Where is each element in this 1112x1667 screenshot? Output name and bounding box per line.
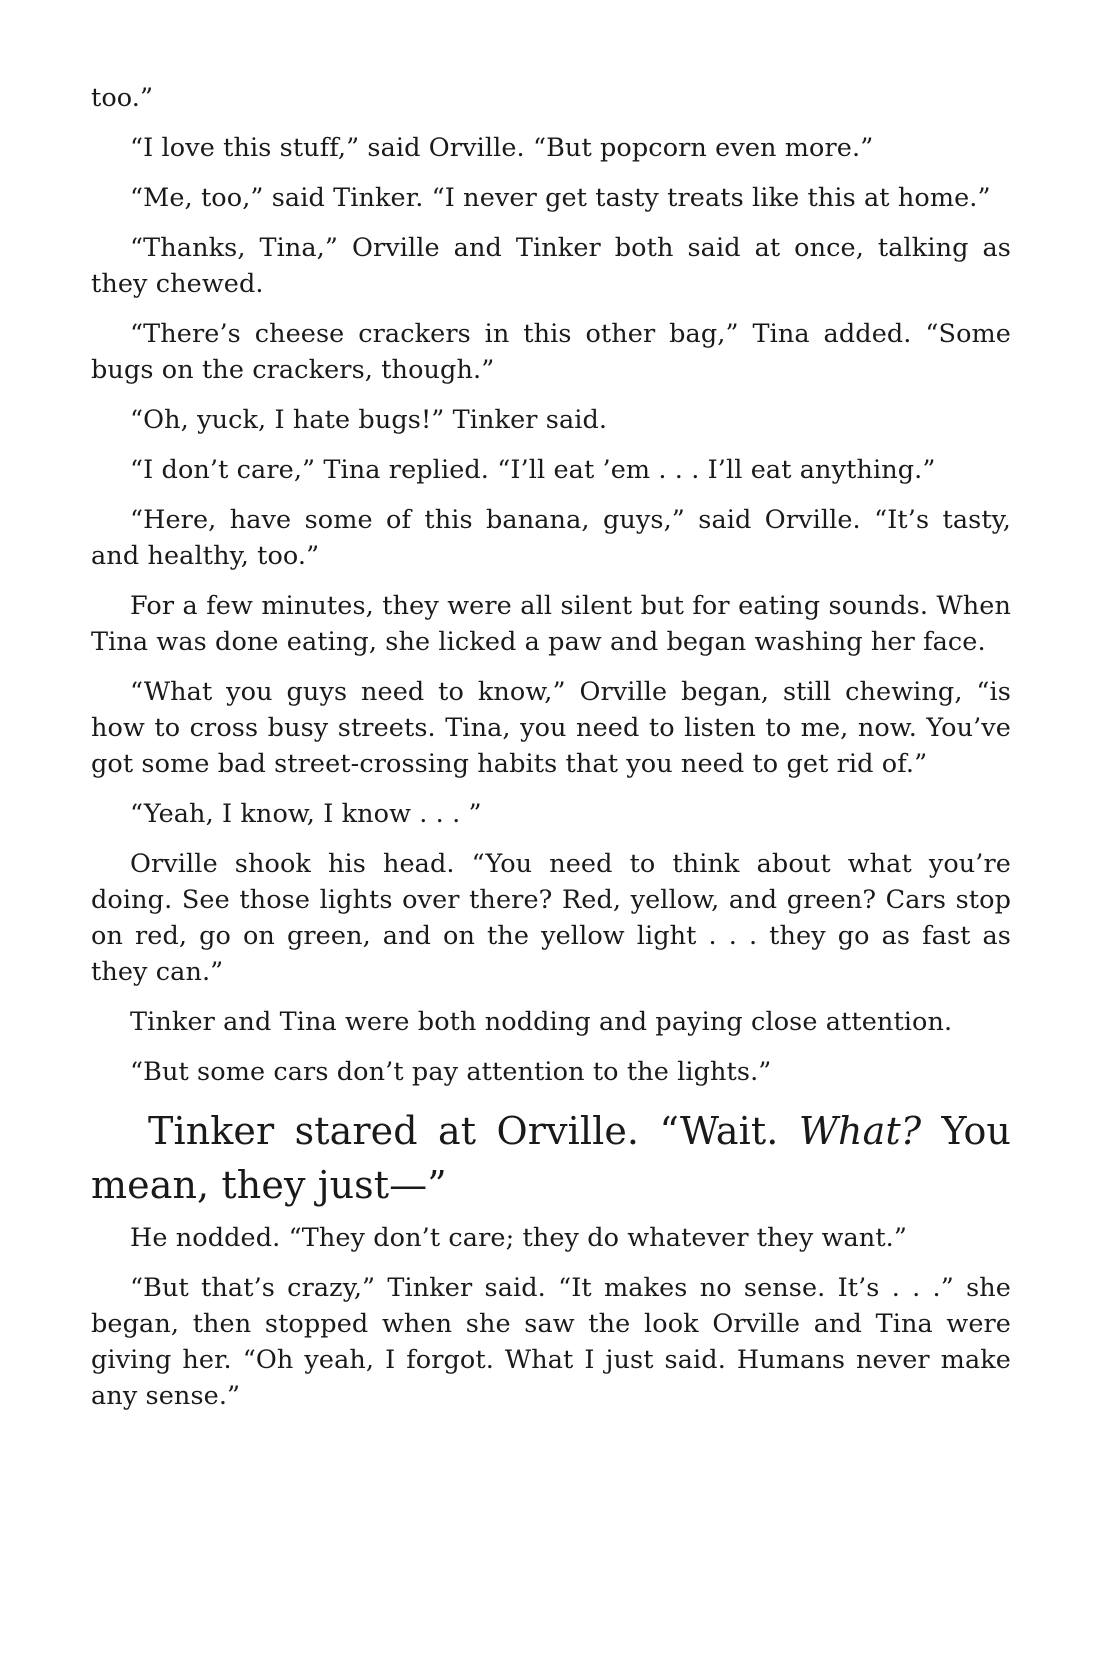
paragraph-5: “There’s cheese crackers in this other bag,” Tina added. “Some bugs on the crackers, though.” (91, 319, 1011, 385)
paragraph-7: “I don’t care,” Tina replied. “I’ll eat ’em . . . I’ll eat anything.” (130, 455, 936, 485)
large-paragraph-after: You mean, they just—” (91, 1109, 1011, 1207)
paragraph-3: “Me, too,” said Tinker. “I never get tasty treats like this at home.” (130, 183, 991, 213)
large-paragraph (91, 1104, 1011, 1212)
paragraph-17: “But that’s crazy,” Tinker said. “It makes no sense. It’s . . .” she began, then stopped when she saw the look Orville and Tina were giving her. “Oh yeah, I forgot. What I just said. Humans never make any sense.” (91, 1273, 1011, 1411)
book-page (91, 80, 1011, 1428)
paragraph-8: “Here, have some of this banana, guys,” said Orville. “It’s tasty, and healthy, too.” (91, 505, 1011, 571)
paragraph-6: “Oh, yuck, I hate bugs!” Tinker said. (130, 405, 608, 435)
paragraph-1: too.” (91, 83, 154, 113)
paragraph-12: Orville shook his head. “You need to think about what you’re doing. See those lights over there? Red, yellow, and green? Cars stop on red, go on green, and on the yellow light . . . they go as fast as they can.” (91, 849, 1011, 987)
paragraph-4: “Thanks, Tina,” Orville and Tinker both said at once, talking as they chewed. (91, 233, 1011, 299)
paragraph-11: “Yeah, I know, I know . . . ” (130, 799, 482, 829)
large-paragraph-emphasis: What? (798, 1109, 922, 1153)
paragraph-14: “But some cars don’t pay attention to the lights.” (130, 1057, 772, 1087)
paragraph-2: “I love this stuff,” said Orville. “But popcorn even more.” (130, 133, 874, 163)
large-paragraph-before: Tinker stared at Orville. “Wait. (148, 1109, 799, 1153)
paragraph-10: “What you guys need to know,” Orville began, still chewing, “is how to cross busy streets. Tina, you need to listen to me, now. You’ve got some bad street-crossing habits that you need to get rid of.” (91, 677, 1011, 779)
paragraph-16: He nodded. “They don’t care; they do whatever they want.” (130, 1223, 908, 1253)
paragraph-13: Tinker and Tina were both nodding and paying close attention. (130, 1007, 953, 1037)
paragraph-9: For a few minutes, they were all silent but for eating sounds. When Tina was done eating, she licked a paw and began washing her face. (91, 591, 1011, 657)
